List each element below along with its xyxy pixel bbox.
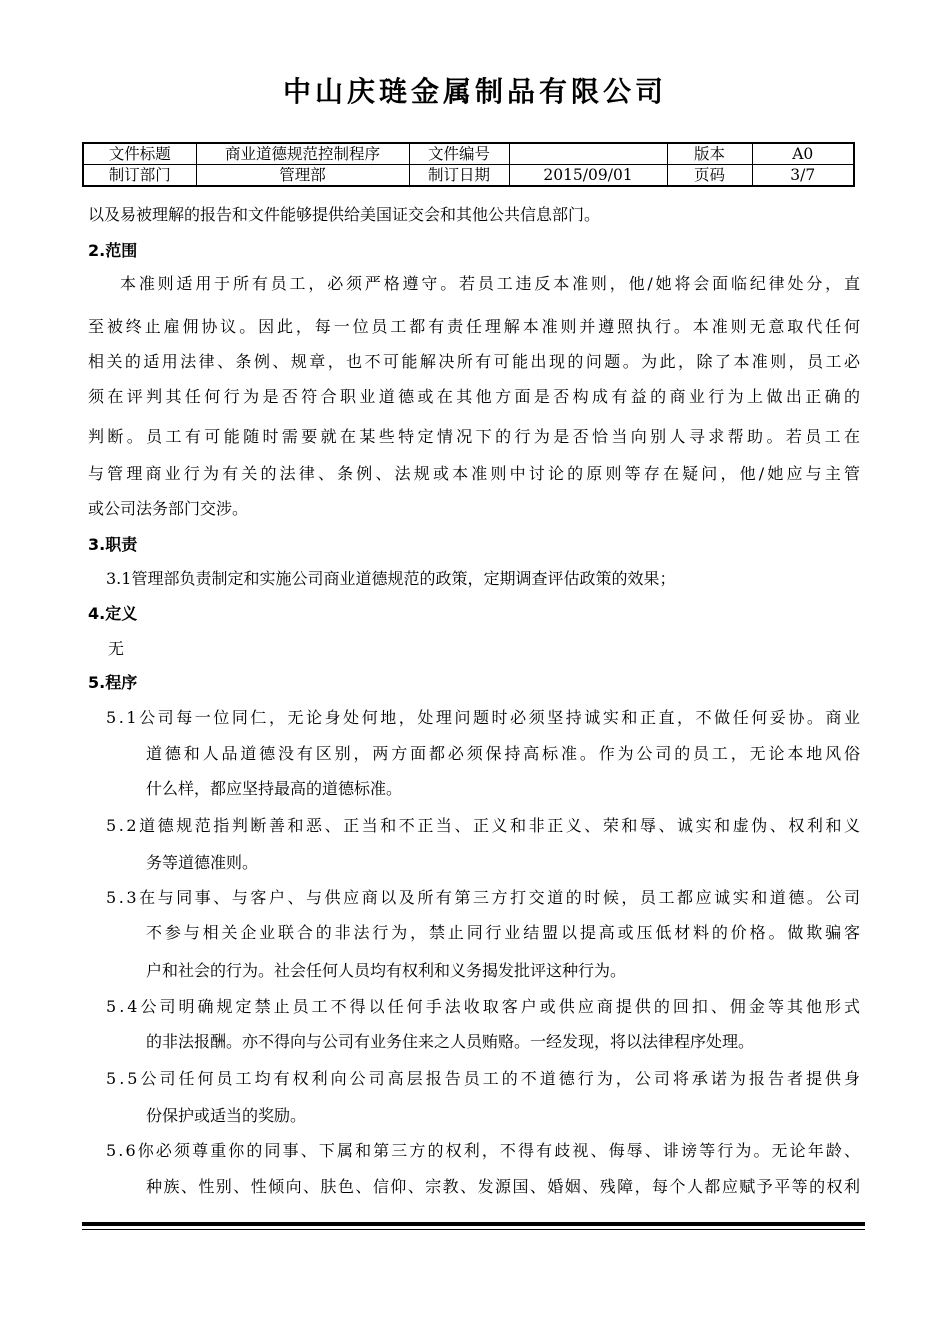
section-2-line: 须在评判其任何行为是否符合职业道德或在其他方面是否构成有益的商业行为上做出正确的 bbox=[88, 387, 864, 406]
procedure-item-line: 务等道德准则。 bbox=[146, 853, 259, 872]
page-value: 3/7 bbox=[752, 165, 854, 187]
continuation-text: 以及易被理解的报告和文件能够提供给美国证交会和其他公共信息部门。 bbox=[88, 205, 601, 224]
section-2-line: 至被终止雇佣协议。因此，每一位员工都有责任理解本准则并遵照执行。本准则无意取代任何 bbox=[88, 317, 863, 336]
doc-number-value bbox=[509, 143, 667, 165]
section-2-line: 或公司法务部门交涉。 bbox=[88, 499, 249, 518]
procedure-item-line: 5.1公司每一位同仁，无论身处何地，处理问题时必须坚持诚实和正直，不做任何妥协。商业 bbox=[106, 708, 863, 727]
procedure-item-line: 的非法报酬。亦不得向与公司有业务住来之人员贿赂。一经发现，将以法律程序处理。 bbox=[146, 1032, 755, 1051]
header-row-2 bbox=[83, 165, 854, 187]
procedure-item-line: 5.5公司任何员工均有权利向公司高层报告员工的不道德行为，公司将承诺为报告者提供身 bbox=[106, 1069, 864, 1088]
date-label: 制订日期 bbox=[409, 165, 509, 187]
procedure-item-line: 5.4公司明确规定禁止员工不得以任何手法收取客户或供应商提供的回扣、佣金等其他形式 bbox=[106, 997, 864, 1016]
page-label: 页码 bbox=[667, 165, 752, 187]
section-2-line: 与管理商业行为有关的法律、条例、法规或本准则中讨论的原则等存在疑问，他/她应与主管 bbox=[88, 464, 864, 483]
section-4-text: 无 bbox=[108, 639, 125, 658]
footer-rule-thin bbox=[82, 1229, 865, 1230]
version-label: 版本 bbox=[667, 143, 752, 165]
procedure-item-line: 5.3在与同事、与客户、与供应商以及所有第三方打交道的时候，员工都应诚实和道德。公司 bbox=[106, 888, 863, 907]
section-3-item: 3.1管理部负责制定和实施公司商业道德规范的政策，定期调查评估政策的效果； bbox=[106, 569, 676, 588]
doc-title-value: 商业道德规范控制程序 bbox=[196, 143, 409, 165]
section-2-line: 判断。员工有可能随时需要就在某些特定情况下的行为是否恰当向别人寻求帮助。若员工在 bbox=[88, 427, 864, 446]
footer-rule-thick bbox=[82, 1222, 865, 1226]
doc-number-label: 文件编号 bbox=[409, 143, 509, 165]
procedure-item-line: 5.6你必须尊重你的同事、下属和第三方的权利，不得有歧视、侮辱、诽谤等行为。无论年龄、 bbox=[106, 1141, 863, 1160]
version-value: A0 bbox=[752, 143, 854, 165]
procedure-item-line: 什么样，都应坚持最高的道德标准。 bbox=[146, 779, 403, 798]
section-4-heading: 4.定义 bbox=[88, 604, 138, 623]
section-2-heading: 2.范围 bbox=[88, 241, 138, 260]
procedure-item-line: 不参与相关企业联合的非法行为，禁止同行业结盟以提高或压低材料的价格。做欺骗客 bbox=[146, 923, 863, 942]
section-2-line: 相关的适用法律、条例、规章，也不可能解决所有可能出现的问题。为此，除了本准则，员工必 bbox=[88, 352, 863, 371]
procedure-item-line: 种族、性别、性倾向、肤色、信仰、宗教、发源国、婚姻、残障，每个人都应赋予平等的权利 bbox=[146, 1177, 862, 1196]
date-value: 2015/09/01 bbox=[509, 165, 667, 187]
section-5-heading: 5.程序 bbox=[88, 673, 138, 692]
section-2-line: 本准则适用于所有员工，必须严格遵守。若员工违反本准则，他/她将会面临纪律处分，直 bbox=[120, 274, 863, 293]
procedure-item-line: 道德和人品道德没有区别，两方面都必须保持高标准。作为公司的员工，无论本地风俗 bbox=[146, 744, 863, 763]
company-name: 中山庆琏金属制品有限公司 bbox=[282, 75, 667, 108]
procedure-item-line: 5.2道德规范指判断善和恶、正当和不正当、正义和非正义、荣和辱、诚实和虚伪、权利和义 bbox=[106, 816, 863, 835]
procedure-item-line: 户和社会的行为。社会任何人员均有权利和义务揭发批评这种行为。 bbox=[146, 961, 627, 980]
doc-title-label: 文件标题 bbox=[83, 143, 196, 165]
header-row-1 bbox=[83, 143, 854, 165]
document-header-table bbox=[82, 142, 855, 187]
procedure-item-line: 份保护或适当的奖励。 bbox=[146, 1106, 307, 1125]
section-3-heading: 3.职责 bbox=[88, 535, 138, 554]
dept-label: 制订部门 bbox=[83, 165, 196, 187]
dept-value: 管理部 bbox=[196, 165, 409, 187]
